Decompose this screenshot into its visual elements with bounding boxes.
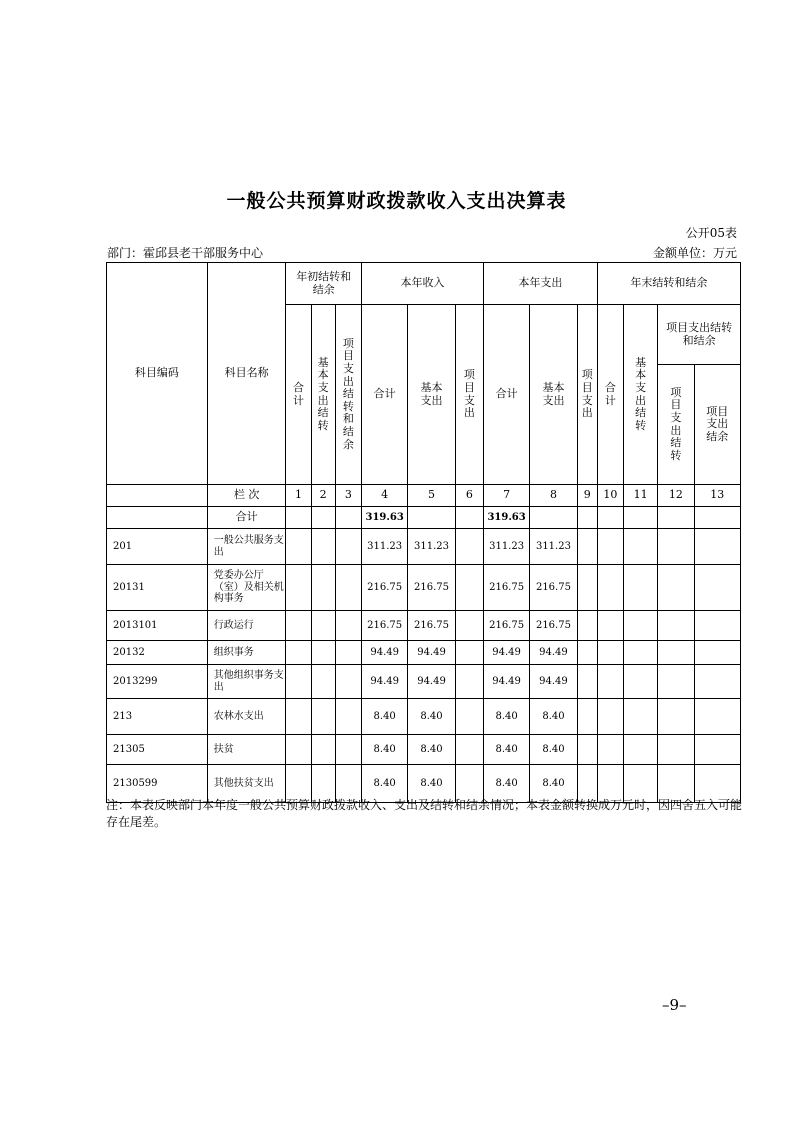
line-number: 12 — [658, 485, 694, 507]
row-code: 201 — [107, 529, 208, 565]
row-end-basic — [624, 641, 658, 665]
row-expense-total: 94.49 — [483, 641, 529, 665]
row-begin-project — [335, 735, 361, 765]
row-begin-total — [286, 699, 311, 735]
line-number: 13 — [694, 485, 740, 507]
row-expense-total: 8.40 — [483, 735, 529, 765]
row-name: 其他扶贫支出 — [207, 765, 286, 803]
row-income-basic: 311.23 — [408, 529, 455, 565]
row-expense-project — [577, 735, 597, 765]
header-income-basic: 基本支出 — [408, 305, 455, 485]
header-income-total: 合计 — [361, 305, 407, 485]
row-income-basic: 94.49 — [408, 641, 455, 665]
row-income-project — [455, 699, 483, 735]
row-begin-project — [335, 665, 361, 699]
row-expense-total: 8.40 — [483, 699, 529, 735]
unit-label: 金额单位：万元 — [652, 246, 737, 260]
header-expense-group: 本年支出 — [483, 263, 597, 305]
row-name: 一般公共服务支出 — [207, 529, 286, 565]
line-number: 10 — [597, 485, 623, 507]
header-begin-total: 合计 — [286, 305, 311, 485]
row-code: 213 — [107, 699, 208, 735]
row-end-total — [597, 665, 623, 699]
row-income-total: 94.49 — [361, 641, 407, 665]
row-end-total — [597, 565, 623, 611]
row-income-basic: 8.40 — [408, 735, 455, 765]
row-end-project-carry — [658, 529, 694, 565]
row-income-project — [455, 529, 483, 565]
header-end-basic: 基本支出结转 — [624, 305, 658, 485]
row-name: 扶贫 — [207, 735, 286, 765]
row-income-basic: 8.40 — [408, 699, 455, 735]
table-row — [107, 665, 741, 699]
total-income: 319.63 — [361, 507, 407, 529]
row-expense-project — [577, 565, 597, 611]
row-begin-basic — [311, 565, 335, 611]
row-end-project-carry — [658, 735, 694, 765]
footnote: 注：本表反映部门本年度一般公共预算财政拨款收入、支出及结转和结余情况；本表金额转换成万元时，因四舍五入可能存在尾差。 — [106, 798, 743, 829]
row-begin-basic — [311, 665, 335, 699]
row-income-basic: 216.75 — [408, 611, 455, 641]
row-end-total — [597, 529, 623, 565]
row-begin-basic — [311, 641, 335, 665]
row-end-project-balance — [694, 611, 740, 641]
row-end-project-carry — [658, 611, 694, 641]
header-end-project-balance: 项目支出结余 — [694, 365, 740, 485]
row-expense-total: 94.49 — [483, 665, 529, 699]
line-number: 3 — [335, 485, 361, 507]
line-number: 11 — [624, 485, 658, 507]
row-name: 其他组织事务支出 — [207, 665, 286, 699]
header-expense-total: 合计 — [483, 305, 529, 485]
row-name: 行政运行 — [207, 611, 286, 641]
row-end-project-carry — [658, 641, 694, 665]
row-expense-total: 216.75 — [483, 611, 529, 641]
row-expense-total: 8.40 — [483, 765, 529, 803]
page-number: –9– — [662, 996, 687, 1014]
total-expense: 319.63 — [483, 507, 529, 529]
row-expense-basic: 8.40 — [530, 765, 577, 803]
row-end-total — [597, 641, 623, 665]
row-begin-project — [335, 611, 361, 641]
department-label: 部门：霍邱县老干部服务中心 — [107, 246, 264, 260]
header-expense-basic: 基本支出 — [530, 305, 577, 485]
row-begin-total — [286, 641, 311, 665]
row-begin-total — [286, 529, 311, 565]
header-end-project-group: 项目支出结转和结余 — [658, 305, 741, 365]
row-income-total: 311.23 — [361, 529, 407, 565]
total-row — [107, 507, 741, 529]
row-income-basic: 8.40 — [408, 765, 455, 803]
row-end-project-balance — [694, 665, 740, 699]
table-row — [107, 735, 741, 765]
row-begin-basic — [311, 611, 335, 641]
row-begin-project — [335, 699, 361, 735]
header-income-group: 本年收入 — [361, 263, 483, 305]
row-income-total: 216.75 — [361, 611, 407, 641]
row-expense-project — [577, 529, 597, 565]
row-income-basic: 216.75 — [408, 565, 455, 611]
row-begin-basic — [311, 529, 335, 565]
header-income-project: 项目支出 — [455, 305, 483, 485]
form-number: 公开05表 — [685, 226, 737, 240]
row-expense-total: 311.23 — [483, 529, 529, 565]
header-begin-group: 年初结转和结余 — [286, 263, 362, 305]
row-income-total: 94.49 — [361, 665, 407, 699]
table-row — [107, 641, 741, 665]
header-name: 科目名称 — [207, 263, 286, 485]
header-code: 科目编码 — [107, 263, 208, 485]
row-end-project-carry — [658, 565, 694, 611]
row-expense-basic: 311.23 — [530, 529, 577, 565]
header-end-group: 年末结转和结余 — [597, 263, 740, 305]
row-expense-basic: 94.49 — [530, 641, 577, 665]
budget-table — [106, 262, 741, 803]
row-income-total: 216.75 — [361, 565, 407, 611]
line-number: 2 — [311, 485, 335, 507]
row-income-project — [455, 641, 483, 665]
row-begin-total — [286, 665, 311, 699]
row-expense-basic: 94.49 — [530, 665, 577, 699]
row-begin-basic — [311, 699, 335, 735]
row-end-project-balance — [694, 641, 740, 665]
row-code: 2130599 — [107, 765, 208, 803]
row-end-total — [597, 611, 623, 641]
line-number: 7 — [483, 485, 529, 507]
table-row — [107, 529, 741, 565]
row-end-project-balance — [694, 565, 740, 611]
row-expense-project — [577, 611, 597, 641]
header-expense-project: 项目支出 — [577, 305, 597, 485]
row-end-basic — [624, 699, 658, 735]
row-end-basic — [624, 565, 658, 611]
row-end-project-balance — [694, 699, 740, 735]
total-label: 合计 — [207, 507, 286, 529]
row-code: 21305 — [107, 735, 208, 765]
row-income-project — [455, 565, 483, 611]
row-expense-project — [577, 641, 597, 665]
row-end-basic — [624, 735, 658, 765]
row-begin-total — [286, 565, 311, 611]
row-expense-basic: 216.75 — [530, 565, 577, 611]
row-income-project — [455, 735, 483, 765]
line-number: 8 — [530, 485, 577, 507]
line-label: 栏 次 — [207, 485, 286, 507]
row-code: 2013101 — [107, 611, 208, 641]
row-income-project — [455, 665, 483, 699]
row-expense-basic: 8.40 — [530, 699, 577, 735]
row-name: 组织事务 — [207, 641, 286, 665]
row-end-basic — [624, 611, 658, 641]
row-expense-basic: 8.40 — [530, 735, 577, 765]
line-number: 1 — [286, 485, 311, 507]
row-end-project-carry — [658, 699, 694, 735]
row-expense-total: 216.75 — [483, 565, 529, 611]
row-end-basic — [624, 665, 658, 699]
row-begin-total — [286, 611, 311, 641]
header-end-project-carry: 项目支出结转 — [658, 365, 694, 485]
header-begin-project: 项目支出结转和结余 — [335, 305, 361, 485]
line-number: 5 — [408, 485, 455, 507]
header-begin-basic: 基本支出结转 — [311, 305, 335, 485]
row-code: 2013299 — [107, 665, 208, 699]
row-begin-project — [335, 641, 361, 665]
row-income-basic: 94.49 — [408, 665, 455, 699]
row-begin-project — [335, 529, 361, 565]
row-end-project-carry — [658, 665, 694, 699]
row-expense-project — [577, 665, 597, 699]
row-code: 20132 — [107, 641, 208, 665]
row-end-basic — [624, 529, 658, 565]
line-number: 4 — [361, 485, 407, 507]
table-row — [107, 611, 741, 641]
row-income-total: 8.40 — [361, 699, 407, 735]
row-begin-project — [335, 565, 361, 611]
line-number: 6 — [455, 485, 483, 507]
row-income-project — [455, 611, 483, 641]
row-income-total: 8.40 — [361, 765, 407, 803]
row-name: 党委办公厅（室）及相关机构事务 — [207, 565, 286, 611]
row-begin-total — [286, 735, 311, 765]
row-end-project-balance — [694, 735, 740, 765]
table-row — [107, 565, 741, 611]
table-row — [107, 699, 741, 735]
line-code-blank — [107, 485, 208, 507]
line-number: 9 — [577, 485, 597, 507]
row-income-total: 8.40 — [361, 735, 407, 765]
row-code: 20131 — [107, 565, 208, 611]
header-end-total: 合计 — [597, 305, 623, 485]
row-end-total — [597, 699, 623, 735]
row-expense-project — [577, 699, 597, 735]
page-title: 一般公共预算财政拨款收入支出决算表 — [226, 190, 567, 212]
row-expense-basic: 216.75 — [530, 611, 577, 641]
row-end-total — [597, 735, 623, 765]
row-end-project-balance — [694, 529, 740, 565]
row-begin-basic — [311, 735, 335, 765]
row-name: 农林水支出 — [207, 699, 286, 735]
